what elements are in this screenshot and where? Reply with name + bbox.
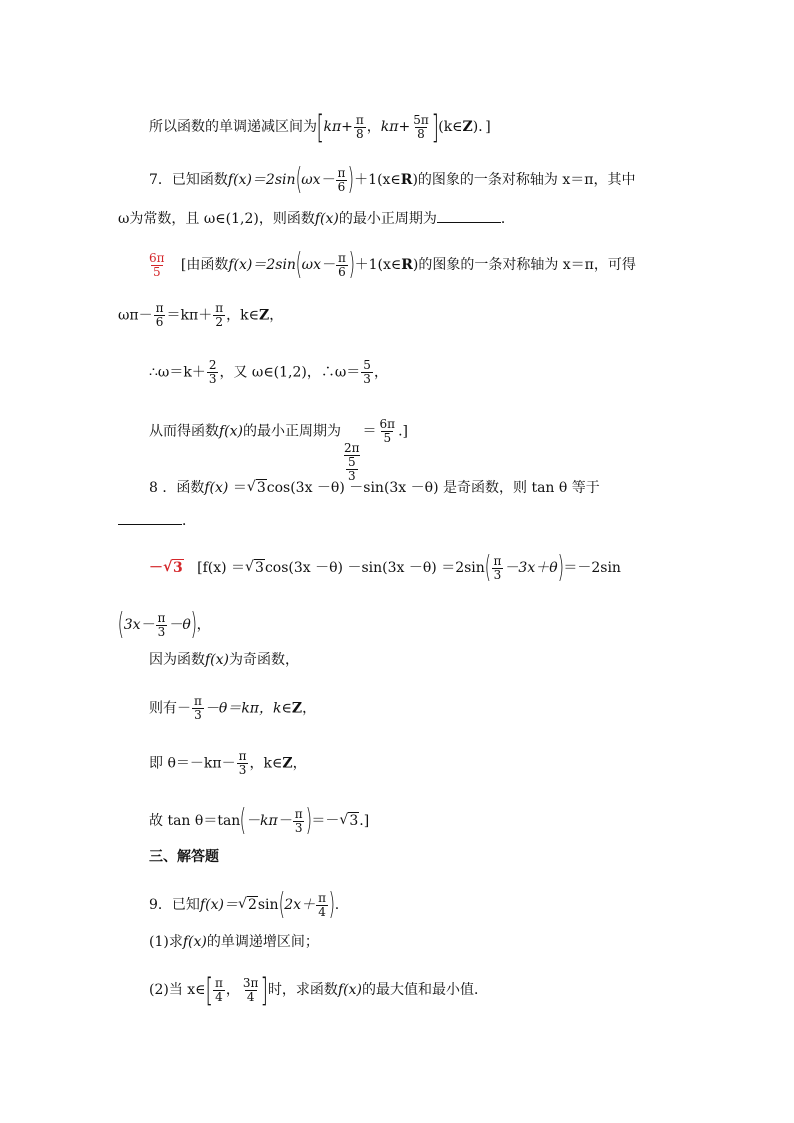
- answer7-line2: ωπ－ $\frac{\pi}{6}$ ＝kπ＋ $\frac{\pi}{2}$ ，k∈Z，: [118, 301, 284, 329]
- answer8-line5: 即 θ＝－kπ－ $\frac{\pi}{3}$ ，k∈Z，: [149, 749, 307, 777]
- answer7-line4: 从而得函数f(x)的最小正周期为 2π 5 3 ＝ $\frac{6\pi}{5}$ .]: [149, 417, 408, 483]
- question9-part1: (1)求f(x)的单调递增区间；: [149, 934, 319, 950]
- answer8-line2: (3x－ $\frac{\pi}{3}$ －θ)，: [117, 607, 211, 642]
- question9-part2: (2)当 x∈[ $\frac{\pi}{4}$ ， $\frac{3\pi}{4}$ ]时，求函数f(x)的最大值和最小值．: [149, 971, 488, 1009]
- answer8-line6: 故 tan θ＝tan(－kπ－ $\frac{\pi}{3}$ )＝－√ 3.]: [149, 806, 369, 836]
- answer8-line4: 则有－ $\frac{\pi}{3}$ －θ＝kπ，k∈Z，: [149, 694, 317, 722]
- answer8-line1: －√ 3 [f(x) ＝√ 3cos(3x －θ) －sin(3x －θ) ＝2sin( $\frac{\pi}{3}$ －3x＋θ)＝－2sin: [149, 553, 621, 583]
- answer7-line3: ∴ω＝k＋ $\frac{2}{3}$ ，又 ω∈(1,2)，∴ω＝ $\frac{5}{3}$ ，: [149, 358, 388, 386]
- question7-line2: ω为常数，且 ω∈(1,2)，则函数f(x)的最小正周期为 ．: [118, 208, 515, 229]
- answer7-line1: $\frac{6\pi}{5}$ [由函数f(x)＝2sin(ωx－ $\frac{\pi}{6}$ )＋1(x∈R)的图象的一条对称轴为 x＝π，可得: [149, 247, 636, 282]
- answer8-value: －√ 3: [149, 560, 184, 576]
- answer8-line3: 因为函数f(x)为奇函数，: [149, 652, 300, 668]
- answer-blank: [118, 510, 182, 525]
- answer-blank: [437, 208, 501, 223]
- question9-line1: 9．已知f(x)＝√ 2sin(2x＋ $\frac{\pi}{4}$ ).: [149, 890, 339, 920]
- question8-line2: ．: [118, 510, 196, 531]
- question8-line1: 8 ．函数f(x) ＝√ 3cos(3x －θ) －sin(3x －θ) 是奇函数，则 tan θ 等于: [149, 478, 600, 498]
- answer6-interval-line: 所以函数的单调递减区间为[kπ+ $\frac{\pi}{8}$ ，kπ+ $\frac{5\pi}{8}$ ](k∈Z)．]: [149, 108, 491, 146]
- answer7-value: $\frac{6\pi}{5}$: [149, 250, 165, 279]
- section-heading: 三、解答题: [149, 849, 219, 865]
- question7-line1: 7．已知函数f(x)＝2sin(ωx－ $\frac{\pi}{6}$ )＋1(x∈R)的图象的一条对称轴为 x＝π，其中: [149, 162, 636, 197]
